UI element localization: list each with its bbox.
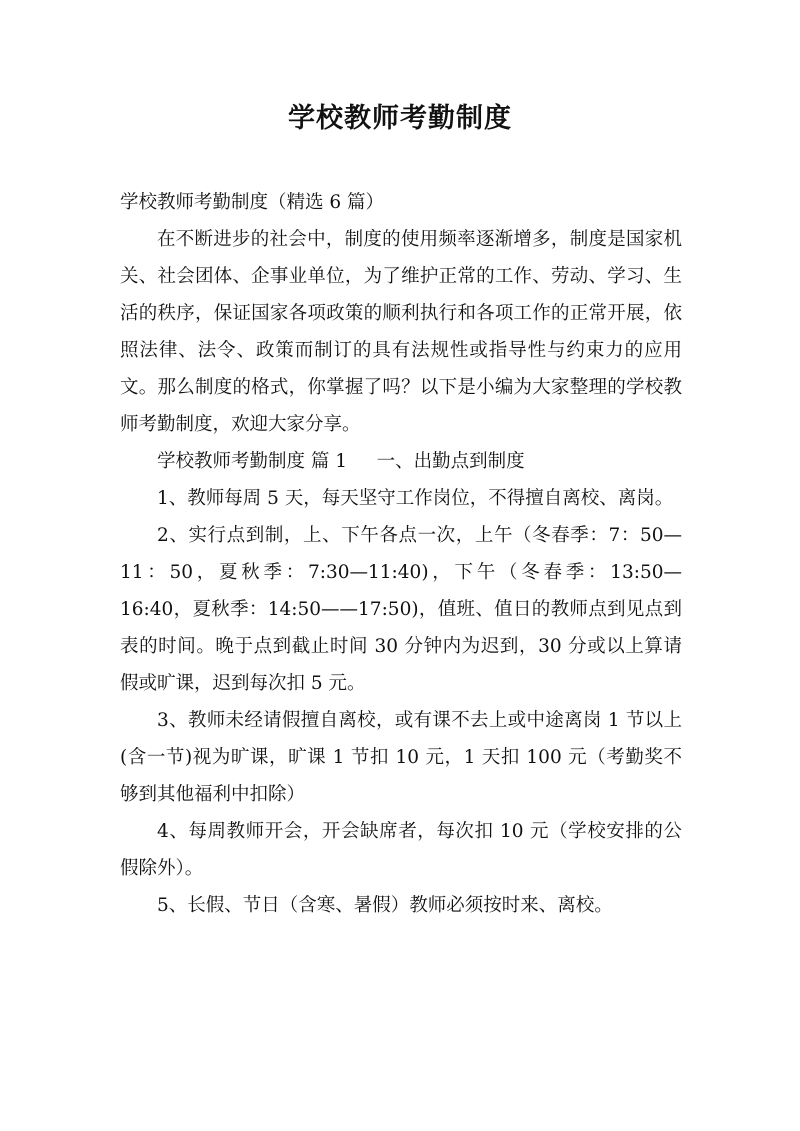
rule-item-1: 1、教师每周 5 天，每天坚守工作岗位，不得擅自离校、离岗。 bbox=[157, 488, 674, 509]
document-body bbox=[120, 184, 682, 924]
intro-paragraph: 在不断进步的社会中，制度的使用频率逐渐增多，制度是国家机关、社会团体、企事业单位，为了维护正常的工作、劳动、学习、生活的秩序，保证国家各项政策的顺利执行和各项工作的正常开展，依照法律、法令、政策而制订的具有法规性或指导性与约束力的应用文。那么制度的格式，你掌握了吗？以下是小编为大家整理的学校教师考勤制度，欢迎大家分享。 bbox=[120, 229, 682, 435]
rule-item-2: 2、实行点到制，上、下午各点一次，上午（冬春季：7：50—11：50，夏秋季：7:30—11:40)，下午（冬春季：13:50—16:40，夏秋季：14:50——17:50)，值班、值日的教师点到见点到表的时间。晚于点到截止时间 30 分钟内为迟到，30 分或以上算请假或旷课，迟到每次扣 5 元。 bbox=[120, 525, 682, 694]
document-subtitle: 学校教师考勤制度（精选 6 篇） bbox=[120, 192, 385, 213]
rule-item-5: 5、长假、节日（含寒、暑假）教师必须按时来、离校。 bbox=[157, 895, 613, 916]
section-heading: 一、出勤点到制度 bbox=[376, 451, 525, 472]
rule-item-4: 4、每周教师开会，开会缺席者，每次扣 10 元（学校安排的公假除外）。 bbox=[120, 821, 682, 879]
section-header bbox=[120, 443, 682, 480]
document-title: 学校教师考勤制度 bbox=[288, 103, 512, 134]
rule-item-3: 3、教师未经请假擅自离校，或有课不去上或中途离岗 1 节以上(含一节)视为旷课，旷课 1 节扣 10 元，1 天扣 100 元（考勤奖不够到其他福利中扣除） bbox=[120, 710, 682, 805]
section-label: 学校教师考勤制度 篇 1 bbox=[157, 451, 348, 472]
